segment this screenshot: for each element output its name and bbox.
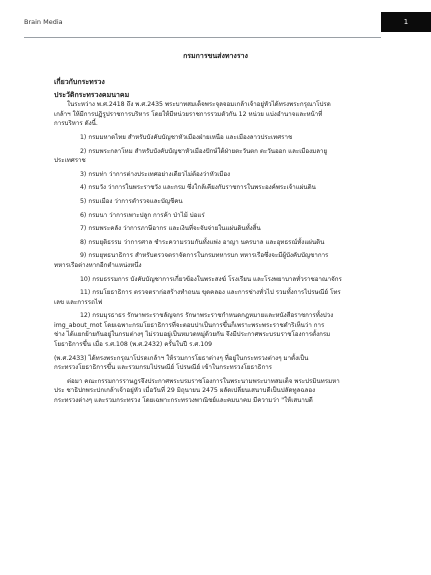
list-item-continuation: img_about_mot โดยเฉพาะกรมโยธาธิการที่จะตอบปาเป็นการขึ้นก็เพราะพระพระราชดำริเห็นว่า การ	[54, 321, 325, 329]
list-item: 7) กรมพระคลัง ว่าการภาษีอากร และเงินที่จะจับจ่ายในแผ่นดินทั้งสิ้น	[80, 225, 261, 233]
section-heading-about: เกี่ยวกับกระทรวง	[54, 78, 105, 86]
list-item: 12) กรมมุรธาธร รักษาพระราชลัญจกร รักษาพระราชกำหนดกฎหมายและหนังสือราชการทั้งปวง	[80, 312, 334, 320]
list-item-continuation: ประเทศราช	[54, 157, 86, 165]
header-divider	[24, 37, 381, 38]
list-item: 4) กรมวัง ว่าการในพระราชวัง และกรม ซึ่งใกล้เคียงกับราชการในพระองค์พระเจ้าแผ่นดิน	[80, 184, 316, 192]
paragraph-line: (พ.ศ.2433) ได้ทรงพระกรุณาโปรดเกล้าฯ ให้รวมการโยธาต่างๆ ที่อยู่ในกระทรวงต่างๆ มาตั้งเป็น	[54, 354, 309, 362]
list-item-continuation: โยธาธิการขึ้น เมื่อ ร.ศ.108 (พ.ศ.2432) ครั้นในปี ร.ศ.109	[54, 341, 213, 349]
paragraph-line: กระทรวงโยธาธิการขึ้น และรวมกรมไปรษณีย์ โปรษณีย์ เข้าในกระทรวงโยธาธิการ	[54, 364, 273, 372]
list-item-continuation: ทหารเรือต่างหากอีกตำแหน่งหนึ่ง	[54, 261, 142, 269]
list-item-continuation: เลข และการรถไฟ	[54, 298, 103, 306]
list-item: 11) กรมโยธาธิการ ตรวจตราก่อสร้างทำถนน ขุดคลอง และการช่างทั่วไป รวมทั้งการไปรษณีย์ โทร	[80, 289, 341, 297]
list-item: 8) กรมยุติธรรม ว่าการศาล ชำระความรวมกันทั้งแพ่ง อาญา นครบาล และอุทธรณ์ทั้งแผ่นดิน	[80, 238, 325, 246]
paragraph-line: การบริหาร ดังนี้.	[54, 120, 98, 128]
list-item: 5) กรมเมือง ว่าการตำรวจและบัญชีคน	[80, 197, 183, 205]
header-brand: Brain Media	[24, 18, 63, 26]
page-title: กรมการขนส่งทางราง	[183, 52, 248, 60]
paragraph-line: เกล้าฯ ให้มีการปฏิรูปราชการบริหาร โดยให้มีหน่วยราชการรวมตัวกัน 12 หน่วย แบ่งอำนาจและหน้าที่	[54, 110, 323, 118]
paragraph-line: ประ ชาธิปกพระปกเกล้าเจ้าอยู่หัว เมื่อวันที่ 29 มิถุนายน 2475 ผลัดเปลี่ยนเสนาบดีเป็นปลัดทูลฉลอง	[54, 387, 316, 395]
list-item: 10) กรมธรรมการ บังคับบัญชาการเกี่ยวข้องในพระสงฆ์ โรงเรียน และโรงพยาบาลทั่วราชอาณาจักร	[80, 275, 342, 283]
list-item-continuation: ช่าง ได้แยกย้ายกันอยู่ในกรมต่างๆ ไม่รวมอยู่เป็นหมวดหมู่ด้วยกัน จึงมีประกาศพระบรมราชโองการตั้งกรม	[54, 331, 331, 339]
list-item: 9) กรมยุทธนาธิการ สำหรับตรวจตราจัดการในกรมทหารบก ทหารเรือซึ่งจะมีผู้บังคับบัญชาการ	[80, 252, 329, 260]
section-heading-history: ประวัติกระทรวงคมนาคม	[54, 90, 130, 99]
paragraph-line: กระทรวงต่างๆ และรวมกระทรวง โดยเฉพาะกระทรวงพาณิชย์และคมนาคม มีความว่า "ให้เสนาบดี	[54, 397, 313, 405]
page-number-badge: 1	[381, 12, 431, 32]
paragraph-line: ต่อมา คณะกรรมการราษฎรจึงประกาศพระบรมราชโองการในพระนามพระบาทสมเด็จ พระปรมินทรมหา	[67, 377, 340, 385]
list-item: 6) กรมนา ว่าการเพาะปลูก การค้า ป่าไม้ บ่อแร่	[80, 211, 205, 219]
paragraph-line: ในระหว่าง พ.ศ.2418 ถึง พ.ศ.2435 พระบาทสมเด็จพระจุลจอมเกล้าเจ้าอยู่หัวได้ทรงพระกรุณาโปรด	[67, 101, 331, 109]
document-body	[54, 78, 399, 406]
list-item: 1) กรมมหาดไทย สำหรับบังคับบัญชาหัวเมืองฝ่ายเหนือ และเมืองลาวประเทศราช	[80, 133, 293, 141]
list-item: 2) กรมพระกลาโหม สำหรับบังคับบัญชาหัวเมืองปักษ์ใต้ฝ่ายตะวันตก ตะวันออก และเมืองมลายู	[80, 147, 328, 155]
list-item: 3) กรมท่า ว่าการต่างประเทศอย่างเดียวไม่ต้องว่าหัวเมือง	[80, 170, 231, 178]
